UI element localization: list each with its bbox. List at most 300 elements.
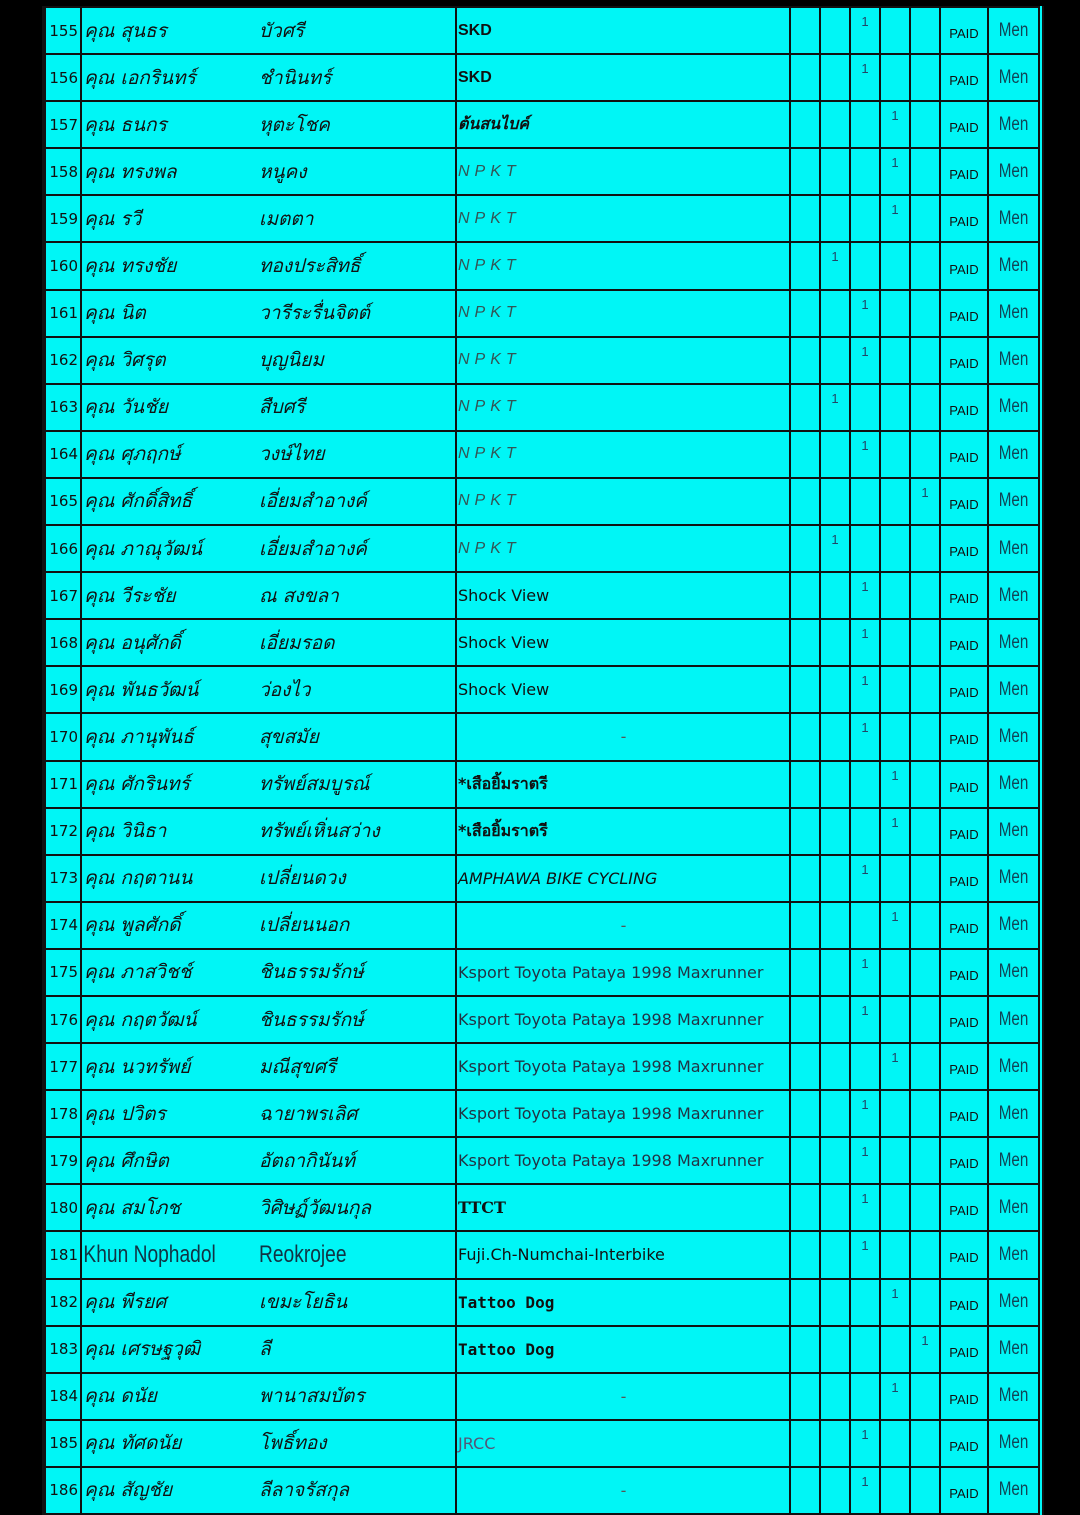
category-count-4: [880, 1326, 910, 1373]
first-name: คุณ ดนัย: [81, 1373, 259, 1420]
table-row: [45, 996, 1039, 1043]
category-count-5: [910, 290, 940, 337]
category-count-4: 1: [880, 1279, 910, 1326]
category-count-5: [910, 808, 940, 855]
category-count-5: [910, 761, 940, 808]
category-count-5: [910, 54, 940, 101]
team-name: Ksport Toyota Pataya 1998 Maxrunner: [456, 1090, 790, 1137]
table-row: [45, 195, 1039, 242]
category-count-4: 1: [880, 1373, 910, 1420]
payment-status: PAID: [940, 761, 988, 808]
payment-status: PAID: [940, 242, 988, 289]
payment-status: PAID: [940, 855, 988, 902]
row-number: 155: [45, 7, 81, 54]
table-row: [45, 808, 1039, 855]
row-number: 157: [45, 101, 81, 148]
row-number: 163: [45, 384, 81, 431]
payment-status: PAID: [940, 666, 988, 713]
first-name: คุณ ทรงพล: [81, 148, 259, 195]
last-name: พานาสมบัตร: [259, 1373, 456, 1420]
category-count-3: [850, 148, 880, 195]
payment-status: PAID: [940, 1090, 988, 1137]
category-count-1: [790, 949, 820, 996]
category-count-4: [880, 7, 910, 54]
category-count-4: [880, 855, 910, 902]
payment-status: PAID: [940, 1043, 988, 1090]
payment-status: PAID: [940, 148, 988, 195]
category-count-5: [910, 1137, 940, 1184]
team-name: SKD: [456, 54, 790, 101]
category-count-3: 1: [850, 619, 880, 666]
gender-category: Men: [993, 54, 1034, 101]
category-count-1: [790, 148, 820, 195]
table-row: [45, 7, 1039, 54]
first-name: คุณ วันชัย: [81, 384, 259, 431]
row-number: 164: [45, 431, 81, 478]
table-row: [45, 1467, 1039, 1514]
team-name: NPKT: [456, 337, 790, 384]
category-count-3: 1: [850, 1137, 880, 1184]
category-count-4: [880, 713, 910, 760]
team-name: Shock View: [456, 572, 790, 619]
category-count-2: [820, 1326, 850, 1373]
table-row: [45, 855, 1039, 902]
category-count-2: [820, 996, 850, 1043]
team-name: NPKT: [456, 290, 790, 337]
row-number: 183: [45, 1326, 81, 1373]
row-number: 175: [45, 949, 81, 996]
category-count-2: [820, 1467, 850, 1514]
category-count-4: [880, 666, 910, 713]
row-number: 158: [45, 148, 81, 195]
category-count-1: [790, 478, 820, 525]
category-count-2: [820, 478, 850, 525]
team-name: ต้นสนไบค์: [456, 101, 790, 148]
category-count-2: [820, 1043, 850, 1090]
category-count-2: [820, 949, 850, 996]
payment-status: PAID: [940, 1373, 988, 1420]
team-name: Ksport Toyota Pataya 1998 Maxrunner: [456, 996, 790, 1043]
row-number: 184: [45, 1373, 81, 1420]
category-count-5: [910, 101, 940, 148]
last-name: วงษ์ไทย: [259, 431, 456, 478]
category-count-2: [820, 1420, 850, 1467]
category-count-1: [790, 1326, 820, 1373]
category-count-3: 1: [850, 1090, 880, 1137]
last-name: วารีระรื่นจิตต์: [259, 290, 456, 337]
table-row: [45, 1184, 1039, 1231]
category-count-3: [850, 1326, 880, 1373]
category-count-2: [820, 1090, 850, 1137]
table-row: [45, 54, 1039, 101]
row-number: 176: [45, 996, 81, 1043]
category-count-4: [880, 525, 910, 572]
table-row: [45, 242, 1039, 289]
gender-category: Men: [993, 525, 1034, 572]
table-row: [45, 337, 1039, 384]
payment-status: PAID: [940, 54, 988, 101]
category-count-1: [790, 101, 820, 148]
gender-category: Men: [993, 1279, 1034, 1326]
last-name: เมตตา: [259, 195, 456, 242]
gender-category: Men: [993, 855, 1034, 902]
category-count-3: [850, 902, 880, 949]
last-name: ชินธรรมรักษ์: [259, 949, 456, 996]
gender-category: Men: [993, 1043, 1034, 1090]
last-name: เอี่ยมสำอางค์: [259, 478, 456, 525]
category-count-3: 1: [850, 290, 880, 337]
first-name: คุณ เศรษฐวุฒิ: [81, 1326, 259, 1373]
category-count-5: [910, 7, 940, 54]
last-name: อัตถากินันท์: [259, 1137, 456, 1184]
category-count-1: [790, 431, 820, 478]
category-count-5: [910, 619, 940, 666]
team-name: *เสือยิ้มราตรี: [456, 761, 790, 808]
category-count-2: [820, 101, 850, 148]
first-name: คุณ ธนกร: [81, 101, 259, 148]
category-count-2: 1: [820, 242, 850, 289]
category-count-1: [790, 713, 820, 760]
first-name: คุณ สมโภช: [81, 1184, 259, 1231]
team-name: Tattoo Dog: [456, 1279, 790, 1326]
first-name: คุณ อนุศักดิ์: [81, 619, 259, 666]
category-count-3: [850, 1279, 880, 1326]
table-row: [45, 525, 1039, 572]
category-count-1: [790, 7, 820, 54]
category-count-5: [910, 1467, 940, 1514]
category-count-5: [910, 902, 940, 949]
gender-category: Men: [993, 1467, 1034, 1514]
first-name: คุณ พีรยศ: [81, 1279, 259, 1326]
category-count-3: [850, 808, 880, 855]
row-number: 156: [45, 54, 81, 101]
category-count-4: [880, 1137, 910, 1184]
first-name: คุณ พันธวัฒน์: [81, 666, 259, 713]
category-count-4: [880, 619, 910, 666]
category-count-3: 1: [850, 996, 880, 1043]
row-number: 160: [45, 242, 81, 289]
row-number: 162: [45, 337, 81, 384]
first-name: คุณ ศักดิ์สิทธิ์: [81, 478, 259, 525]
first-name: คุณ ปวิตร: [81, 1090, 259, 1137]
table-row: [45, 949, 1039, 996]
category-count-4: [880, 1420, 910, 1467]
category-count-1: [790, 337, 820, 384]
team-name: Ksport Toyota Pataya 1998 Maxrunner: [456, 949, 790, 996]
table-row: [45, 713, 1039, 760]
category-count-1: [790, 525, 820, 572]
category-count-4: 1: [880, 808, 910, 855]
category-count-4: 1: [880, 1043, 910, 1090]
category-count-4: [880, 337, 910, 384]
team-name: -: [456, 1373, 790, 1420]
registration-sheet: [42, 6, 1044, 1515]
category-count-3: [850, 101, 880, 148]
category-count-4: [880, 1467, 910, 1514]
team-name: -: [456, 1467, 790, 1514]
row-number: 182: [45, 1279, 81, 1326]
category-count-3: 1: [850, 337, 880, 384]
first-name: คุณ ทัศดนัย: [81, 1420, 259, 1467]
category-count-1: [790, 54, 820, 101]
category-count-5: [910, 431, 940, 478]
category-count-2: [820, 761, 850, 808]
last-name: Reokrojee: [259, 1231, 417, 1278]
category-count-4: 1: [880, 101, 910, 148]
participant-table: [44, 6, 1040, 1515]
category-count-1: [790, 855, 820, 902]
category-count-2: [820, 666, 850, 713]
category-count-5: [910, 384, 940, 431]
category-count-3: 1: [850, 855, 880, 902]
category-count-5: [910, 666, 940, 713]
first-name: คุณ ภาสวิชช์: [81, 949, 259, 996]
category-count-4: [880, 242, 910, 289]
category-count-4: [880, 290, 910, 337]
last-name: บุญนิยม: [259, 337, 456, 384]
row-number: 161: [45, 290, 81, 337]
category-count-4: [880, 1231, 910, 1278]
team-name: Shock View: [456, 666, 790, 713]
gender-category: Men: [993, 384, 1034, 431]
gender-category: Men: [993, 1373, 1034, 1420]
payment-status: PAID: [940, 525, 988, 572]
last-name: ชำนินทร์: [259, 54, 456, 101]
category-count-4: 1: [880, 902, 910, 949]
payment-status: PAID: [940, 1326, 988, 1373]
table-row: [45, 1420, 1039, 1467]
last-name: ลีลาจรัสกุล: [259, 1467, 456, 1514]
category-count-1: [790, 666, 820, 713]
category-count-5: [910, 1043, 940, 1090]
category-count-4: [880, 572, 910, 619]
category-count-5: [910, 525, 940, 572]
category-count-1: [790, 619, 820, 666]
first-name: คุณ วินิธา: [81, 808, 259, 855]
team-name: Tattoo Dog: [456, 1326, 790, 1373]
payment-status: PAID: [940, 949, 988, 996]
category-count-1: [790, 1420, 820, 1467]
team-name: -: [456, 713, 790, 760]
category-count-3: 1: [850, 713, 880, 760]
gender-category: Men: [993, 619, 1034, 666]
category-count-4: [880, 1090, 910, 1137]
category-count-2: [820, 572, 850, 619]
first-name: คุณ สุนธร: [81, 7, 259, 54]
payment-status: PAID: [940, 996, 988, 1043]
first-name: คุณ ศักรินทร์: [81, 761, 259, 808]
category-count-4: 1: [880, 195, 910, 242]
category-count-2: [820, 290, 850, 337]
gender-category: Men: [993, 337, 1034, 384]
payment-status: PAID: [940, 902, 988, 949]
category-count-3: 1: [850, 1420, 880, 1467]
table-row: [45, 290, 1039, 337]
last-name: หุตะโชค: [259, 101, 456, 148]
last-name: ชินธรรมรักษ์: [259, 996, 456, 1043]
category-count-3: [850, 242, 880, 289]
first-name: Khun Nophadol: [81, 1231, 223, 1278]
last-name: เอี่ยมรอด: [259, 619, 456, 666]
category-count-3: 1: [850, 7, 880, 54]
team-name: NPKT: [456, 195, 790, 242]
category-count-2: [820, 337, 850, 384]
gender-category: Men: [993, 290, 1034, 337]
gender-category: Men: [993, 148, 1034, 195]
last-name: วิศิษฏ์วัฒนกุล: [259, 1184, 456, 1231]
category-count-1: [790, 195, 820, 242]
category-count-4: [880, 949, 910, 996]
last-name: ฉายาพรเลิศ: [259, 1090, 456, 1137]
gender-category: Men: [993, 666, 1034, 713]
category-count-1: [790, 572, 820, 619]
row-number: 168: [45, 619, 81, 666]
team-name: NPKT: [456, 478, 790, 525]
payment-status: PAID: [940, 7, 988, 54]
gender-category: Men: [993, 242, 1034, 289]
last-name: หนูคง: [259, 148, 456, 195]
payment-status: PAID: [940, 337, 988, 384]
row-number: 177: [45, 1043, 81, 1090]
category-count-2: [820, 619, 850, 666]
category-count-5: [910, 855, 940, 902]
row-number: 180: [45, 1184, 81, 1231]
row-number: 179: [45, 1137, 81, 1184]
first-name: คุณ ภาณุวัฒน์: [81, 525, 259, 572]
first-name: คุณ กฤตานน: [81, 855, 259, 902]
category-count-1: [790, 1090, 820, 1137]
team-name: JRCC: [456, 1420, 790, 1467]
last-name: ทรัพย์สมบูรณ์: [259, 761, 456, 808]
first-name: คุณ เอกรินทร์: [81, 54, 259, 101]
payment-status: PAID: [940, 1279, 988, 1326]
last-name: สุขสมัย: [259, 713, 456, 760]
gender-category: Men: [993, 949, 1034, 996]
category-count-5: [910, 337, 940, 384]
team-name: Shock View: [456, 619, 790, 666]
category-count-2: [820, 855, 850, 902]
last-name: ว่องไว: [259, 666, 456, 713]
row-number: 181: [45, 1231, 81, 1278]
last-name: บัวศรี: [259, 7, 456, 54]
last-name: ณ สงขลา: [259, 572, 456, 619]
category-count-3: 1: [850, 1184, 880, 1231]
row-number: 178: [45, 1090, 81, 1137]
last-name: ทองประสิทธิ์: [259, 242, 456, 289]
category-count-1: [790, 290, 820, 337]
row-number: 166: [45, 525, 81, 572]
category-count-5: [910, 1090, 940, 1137]
category-count-2: [820, 1184, 850, 1231]
category-count-2: [820, 1231, 850, 1278]
row-number: 165: [45, 478, 81, 525]
gender-category: Men: [993, 1184, 1034, 1231]
category-count-4: [880, 431, 910, 478]
payment-status: PAID: [940, 290, 988, 337]
table-row: [45, 384, 1039, 431]
table-row: [45, 666, 1039, 713]
category-count-1: [790, 1279, 820, 1326]
category-count-5: [910, 713, 940, 760]
gender-category: Men: [993, 572, 1034, 619]
category-count-3: [850, 195, 880, 242]
category-count-1: [790, 1373, 820, 1420]
last-name: ลี: [259, 1326, 456, 1373]
team-name: NPKT: [456, 242, 790, 289]
table-row: [45, 572, 1039, 619]
team-name: Ksport Toyota Pataya 1998 Maxrunner: [456, 1043, 790, 1090]
category-count-2: 1: [820, 384, 850, 431]
table-row: [45, 1373, 1039, 1420]
row-number: 159: [45, 195, 81, 242]
category-count-2: 1: [820, 525, 850, 572]
team-name: AMPHAWA BIKE CYCLING: [456, 855, 790, 902]
table-row: [45, 1231, 1039, 1278]
category-count-4: [880, 1184, 910, 1231]
payment-status: PAID: [940, 1137, 988, 1184]
category-count-5: [910, 572, 940, 619]
team-name: NPKT: [456, 384, 790, 431]
last-name: ทรัพย์เหิ่นสว่าง: [259, 808, 456, 855]
first-name: คุณ รวี: [81, 195, 259, 242]
category-count-5: [910, 949, 940, 996]
payment-status: PAID: [940, 431, 988, 478]
category-count-4: 1: [880, 761, 910, 808]
category-count-3: 1: [850, 1467, 880, 1514]
category-count-4: [880, 478, 910, 525]
category-count-2: [820, 431, 850, 478]
row-number: 169: [45, 666, 81, 713]
payment-status: PAID: [940, 808, 988, 855]
team-name: SKD: [456, 7, 790, 54]
table-row: [45, 431, 1039, 478]
category-count-1: [790, 761, 820, 808]
category-count-2: [820, 7, 850, 54]
last-name: มณีสุขศรี: [259, 1043, 456, 1090]
table-row: [45, 1137, 1039, 1184]
category-count-3: [850, 1043, 880, 1090]
category-count-5: 1: [910, 478, 940, 525]
category-count-1: [790, 1184, 820, 1231]
category-count-5: [910, 148, 940, 195]
category-count-5: [910, 1184, 940, 1231]
category-count-5: [910, 1279, 940, 1326]
first-name: คุณ วิศรุต: [81, 337, 259, 384]
category-count-2: [820, 713, 850, 760]
category-count-1: [790, 1043, 820, 1090]
first-name: คุณ สัญชัย: [81, 1467, 259, 1514]
gender-category: Men: [993, 431, 1034, 478]
category-count-2: [820, 148, 850, 195]
table-row: [45, 619, 1039, 666]
gender-category: Men: [993, 713, 1034, 760]
table-row: [45, 1090, 1039, 1137]
first-name: คุณ พูลศักดิ์: [81, 902, 259, 949]
first-name: คุณ ทรงชัย: [81, 242, 259, 289]
category-count-2: [820, 1373, 850, 1420]
last-name: สืบศรี: [259, 384, 456, 431]
table-row: [45, 1279, 1039, 1326]
category-count-1: [790, 384, 820, 431]
category-count-2: [820, 54, 850, 101]
category-count-5: [910, 1373, 940, 1420]
row-number: 172: [45, 808, 81, 855]
gender-category: Men: [993, 1137, 1034, 1184]
category-count-3: 1: [850, 54, 880, 101]
table-row: [45, 1043, 1039, 1090]
first-name: คุณ ศึกษิต: [81, 1137, 259, 1184]
gender-category: Men: [993, 902, 1034, 949]
